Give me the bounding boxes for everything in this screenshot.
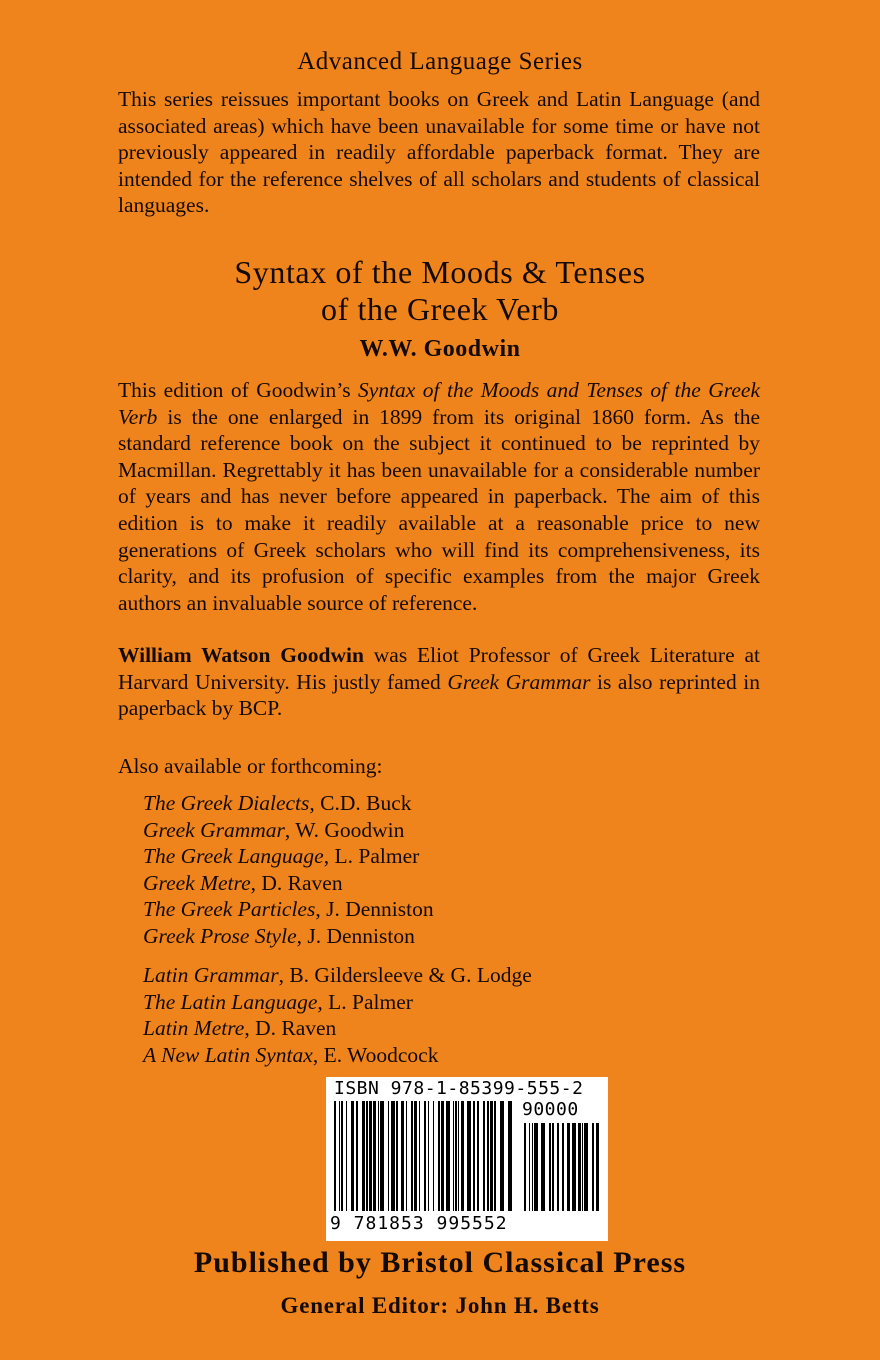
list-item-author: , E. Woodcock [312,1042,439,1067]
list-item-author: , L. Palmer [317,989,413,1014]
edition-paragraph [118,377,760,616]
list-item-title: The Greek Dialects [143,791,310,815]
list-item [143,989,743,1016]
list-item [143,1042,743,1069]
general-editor-line: General Editor: John H. Betts [280,1293,600,1318]
list-item-title: Latin Metre [143,1016,245,1041]
isbn-text: ISBN 978-1-85399-555-2 [334,1078,584,1099]
list-item-author: , B. Gildersleeve & G. Lodge [278,963,532,987]
author-bio [118,642,760,722]
latin-titles-list [143,962,743,1068]
list-item [143,923,743,950]
list-item-author: , D. Raven [244,1016,337,1041]
list-item-title: Greek Grammar [143,817,285,842]
list-item-title: Latin Grammar [143,963,279,987]
price-code: 90000 [522,1099,579,1120]
list-item [143,896,743,923]
list-item [143,843,743,870]
list-item [143,870,743,897]
barcode-bars-icon [334,1101,600,1213]
edition-intro: This edition of Goodwin’s [118,378,359,402]
bio-name: William Watson Goodwin [118,643,364,667]
list-item-title: The Greek Particles [143,897,316,922]
isbn-barcode [326,1077,608,1241]
book-author: W.W. Goodwin [359,336,521,362]
edition-rest: is the one enlarged in 1899 from its original 1860 form. As the standard reference book on the subject it continued to be reprinted by Macmillan. Regrettably it has been unavailable for a considerable number of years and has never before appeared in paperback. The aim of this edition is to make it readily available at a reasonable price to new generations of Greek scholars who will find its comprehensiveness, its clarity, and its profusion of specific examples from the major Greek authors an invaluable source of reference. [118,404,760,615]
list-item-author: , J. Denniston [296,923,415,948]
list-item-author: , L. Palmer [323,844,420,869]
list-item-author: , J. Denniston [315,897,434,922]
bio-work: Greek Grammar [447,669,591,694]
bio-text2: is also reprinted in paperback by BCP. [118,669,760,721]
book-title-line2: of the Greek Verb [321,291,559,327]
list-item-title: Greek Metre [143,870,251,895]
list-item [143,790,743,817]
edition-title-italic: Syntax of the Moods and Tenses of the Greek Verb [118,378,760,429]
series-description: This series reissues important books on Greek and Latin Language (and associated areas) which have been unavailable for some time or have not previously appeared in readily affordable paperback format. They are intended for the reference shelves of all scholars and students of classical languages. [118,87,760,218]
list-item [143,962,743,989]
bio-text1: was Eliot Professor of Greek Literature at Harvard University. His justly famed [118,643,761,694]
barcode-digits: 9 781853 995552 [330,1213,508,1234]
list-item [143,817,743,844]
list-item-author: , W. Goodwin [284,817,405,842]
series-title: Advanced Language Series [297,48,583,75]
also-available-heading: Also available or forthcoming: [118,754,383,778]
list-item-author: , D. Raven [250,870,343,895]
list-item-title: The Greek Language [143,844,324,869]
book-title-line1: Syntax of the Moods & Tenses [234,254,646,290]
list-item-author: , C.D. Buck [309,791,412,815]
list-item-title: A New Latin Syntax [143,1042,313,1067]
publisher-line: Published by Bristol Classical Press [193,1246,687,1279]
list-item-title: The Latin Language [143,989,318,1014]
greek-titles-list [143,790,743,950]
list-item [143,1015,743,1042]
list-item-title: Greek Prose Style [143,923,297,948]
